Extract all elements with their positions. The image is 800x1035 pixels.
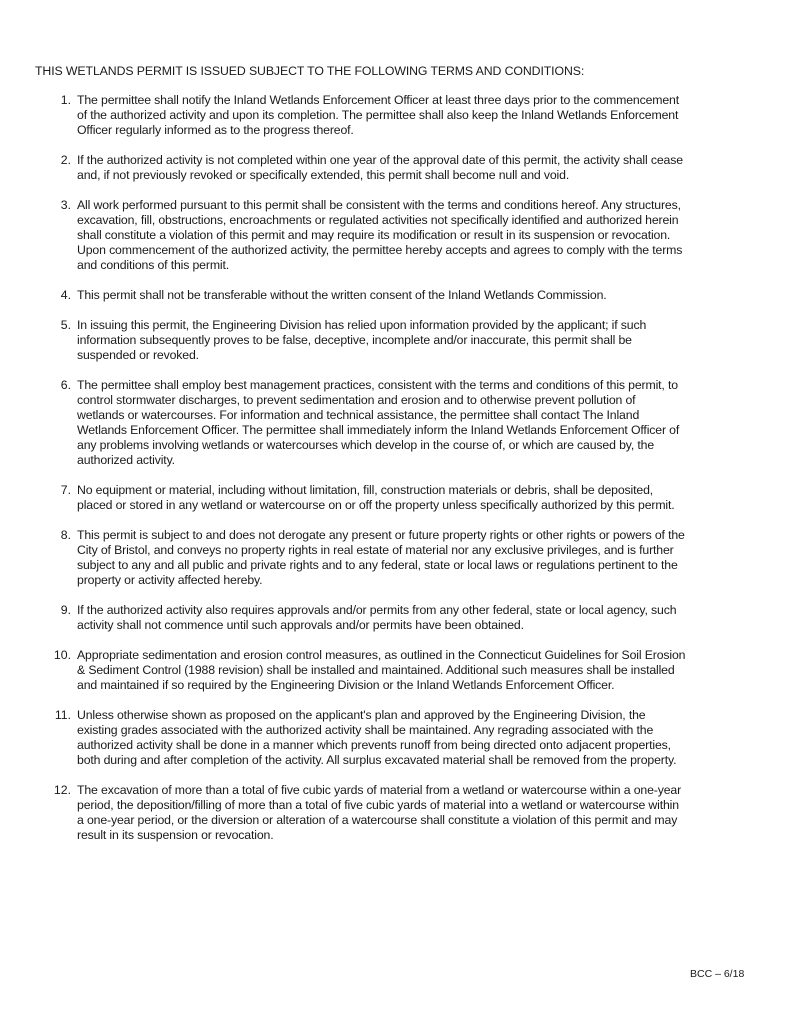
condition-text-line: The excavation of more than a total of five cubic yards of material from a wetland or watercourse within a one-year (77, 783, 682, 797)
condition-item (0, 603, 800, 633)
condition-text-line: information subsequently proves to be false, deceptive, incomplete and/or inaccurate, this permit shall be (77, 333, 632, 347)
condition-number: 12. (53, 783, 71, 797)
condition-text (77, 93, 800, 138)
condition-text-line: If the authorized activity also requires approvals and/or permits from any other federal, state or local agency, such (77, 603, 677, 617)
condition-number: 4. (60, 288, 71, 302)
condition-text (77, 198, 800, 273)
condition-item (0, 318, 800, 363)
condition-text-line: The permittee shall employ best management practices, consistent with the terms and conditions of this permit, to (77, 378, 678, 392)
condition-text-line: This permit is subject to and does not derogate any present or future property rights or other rights or powers of the (77, 528, 685, 542)
condition-item (0, 93, 800, 138)
condition-text-line: All work performed pursuant to this permit shall be consistent with the terms and conditions hereof. Any structures, (77, 198, 681, 212)
condition-text-line: Unless otherwise shown as proposed on the applicant's plan and approved by the Engineering Division, the (77, 708, 646, 722)
condition-number: 5. (60, 318, 71, 332)
condition-text (77, 783, 800, 843)
condition-text-line: authorized activity. (77, 453, 175, 467)
condition-number: 7. (60, 483, 71, 497)
condition-text-line: In issuing this permit, the Engineering Division has relied upon information provided by the applicant; if such (77, 318, 647, 332)
condition-item (0, 528, 800, 588)
condition-text-line: If the authorized activity is not completed within one year of the approval date of this permit, the activity shall cease (77, 153, 683, 167)
condition-item (0, 198, 800, 273)
condition-text-line: The permittee shall notify the Inland Wetlands Enforcement Officer at least three days prior to the commencement (77, 93, 679, 107)
condition-text-line: period, the deposition/filling of more than a total of five cubic yards of material into a wetland or watercourse within (77, 798, 679, 812)
condition-text-line: existing grades associated with the authorized activity shall be maintained. Any regrading associated with the (77, 723, 654, 737)
condition-number: 1. (60, 93, 71, 107)
condition-text-line: shall constitute a violation of this permit and may require its modification or result in its suspension or revocation. (77, 228, 671, 242)
condition-item (0, 153, 800, 183)
condition-text-line: and maintained if so required by the Engineering Division or the Inland Wetlands Enforcement Officer. (77, 678, 615, 692)
condition-text-line: control stormwater discharges, to prevent sedimentation and erosion and to otherwise prevent pollution of (77, 393, 636, 407)
condition-text (77, 153, 800, 183)
condition-text-line: Wetlands Enforcement Officer. The permittee shall immediately inform the Inland Wetlands Enforcement Officer of (77, 423, 680, 437)
condition-number: 11. (54, 708, 71, 722)
condition-number: 9. (60, 603, 71, 617)
condition-number: 6. (60, 378, 71, 392)
document-heading: THIS WETLANDS PERMIT IS ISSUED SUBJECT TO THE FOLLOWING TERMS AND CONDITIONS: (35, 64, 585, 78)
condition-text-line: activity shall not commence until such approvals and/or permits have been obtained. (77, 618, 524, 632)
condition-text-line: a one-year period, or the diversion or alteration of a watercourse shall constitute a violation of this permit and may (77, 813, 678, 827)
condition-text-line: wetlands or watercourses. For information and technical assistance, the permittee shall contact The Inland (77, 408, 640, 422)
condition-number: 3. (60, 198, 71, 212)
condition-text-line: subject to any and all public and private rights and to any federal, state or local laws or regulations pertinent to the (77, 558, 678, 572)
condition-text-line: Appropriate sedimentation and erosion control measures, as outlined in the Connecticut Guidelines for Soil Erosion (77, 648, 686, 662)
form-code-footer: BCC – 6/18 (690, 968, 745, 980)
condition-number: 2. (60, 153, 71, 167)
condition-text-line: property or activity affected hereby. (77, 573, 263, 587)
condition-text-line: both during and after completion of the activity. All surplus excavated material shall be removed from the property. (77, 753, 677, 767)
condition-text (77, 648, 800, 693)
condition-text (77, 603, 800, 633)
condition-text-line: & Sediment Control (1988 revision) shall be installed and maintained. Additional such measures shall be installed (77, 663, 675, 677)
condition-item (0, 708, 800, 768)
condition-text-line: Officer regularly informed as to the progress thereof. (77, 123, 354, 137)
condition-text-line: authorized activity shall be done in a manner which prevents runoff from being directed onto adjacent properties, (77, 738, 671, 752)
condition-text (77, 378, 800, 468)
condition-number: 10. (53, 648, 71, 662)
condition-text (77, 528, 800, 588)
condition-item (0, 648, 800, 693)
condition-text-line: result in its suspension or revocation. (77, 828, 274, 842)
condition-text-line: No equipment or material, including without limitation, fill, construction materials or debris, shall be deposited, (77, 483, 654, 497)
condition-text (77, 288, 800, 303)
condition-text (77, 483, 800, 513)
condition-text (77, 708, 800, 768)
condition-text-line: and, if not previously revoked or specifically extended, this permit shall become null and void. (77, 168, 570, 182)
condition-text-line: excavation, fill, obstructions, encroachments or regulated activities not specifically identified and authorized herein (77, 213, 679, 227)
conditions-list (0, 93, 800, 858)
condition-text-line: City of Bristol, and conveys no property rights in real estate of material nor any exclusive privileges, and is further (77, 543, 674, 557)
condition-text-line: of the authorized activity and upon its completion. The permittee shall also keep the Inland Wetlands Enforcement (77, 108, 679, 122)
condition-item (0, 288, 800, 303)
condition-text-line: suspended or revoked. (77, 348, 199, 362)
condition-item (0, 783, 800, 843)
condition-text-line: any problems involving wetlands or watercourses which develop in the course of, or which are caused by, the (77, 438, 655, 452)
condition-item (0, 483, 800, 513)
condition-text-line: placed or stored in any wetland or watercourse on or off the property unless specifically authorized by this permit. (77, 498, 675, 512)
condition-item (0, 378, 800, 468)
condition-text-line: Upon commencement of the authorized activity, the permittee hereby accepts and agrees to comply with the terms (77, 243, 683, 257)
condition-number: 8. (60, 528, 71, 542)
condition-text (77, 318, 800, 363)
condition-text-line: and conditions of this permit. (77, 258, 230, 272)
condition-text-line: This permit shall not be transferable without the written consent of the Inland Wetlands Commission. (77, 288, 607, 302)
